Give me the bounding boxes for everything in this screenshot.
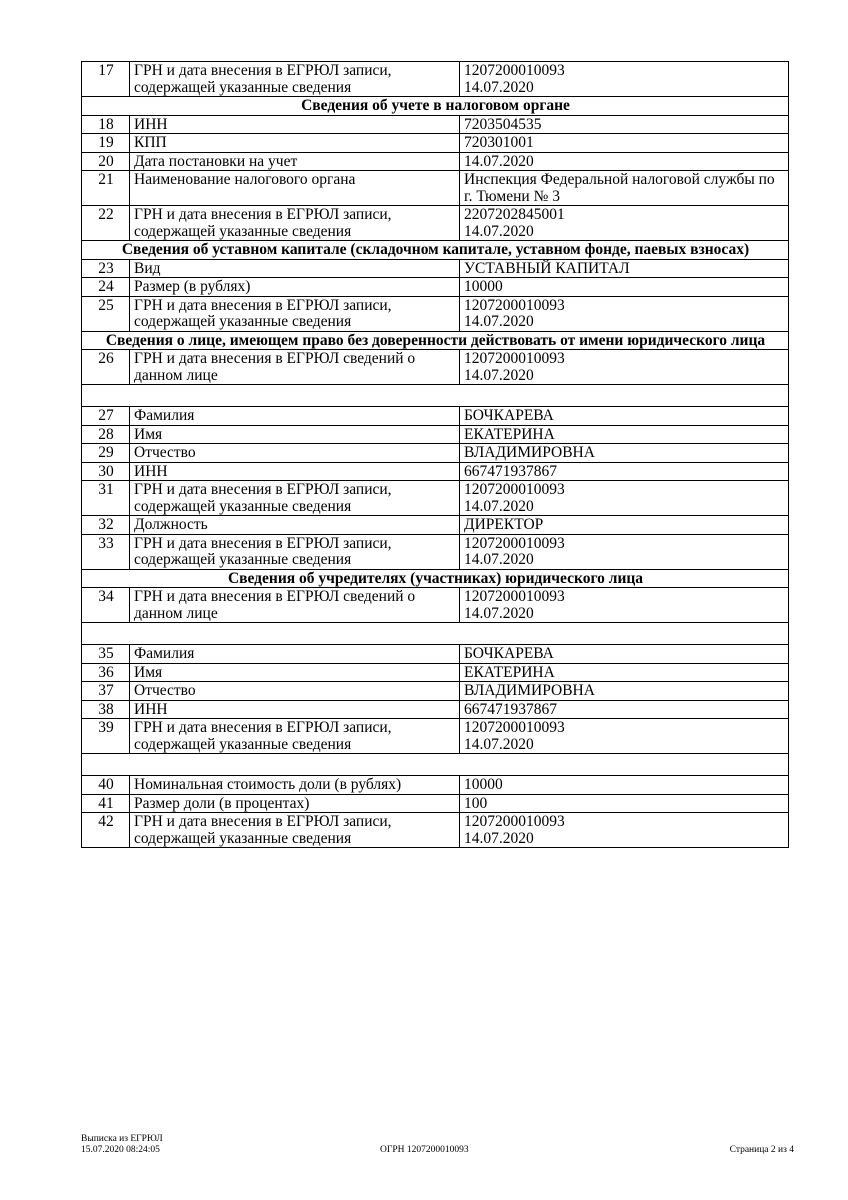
row-number: 39 xyxy=(82,719,130,754)
row-label: ИНН xyxy=(130,462,460,481)
row-value: 1207200010093 14.07.2020 xyxy=(460,534,789,569)
row-number: 34 xyxy=(82,588,130,623)
row-number: 33 xyxy=(82,534,130,569)
section-header xyxy=(82,569,789,588)
egrul-table xyxy=(81,61,789,848)
section-title: Сведения об учредителях (участниках) юридического лица xyxy=(82,569,789,588)
row-label: ИНН xyxy=(130,700,460,719)
row-label: Номинальная стоимость доли (в рублях) xyxy=(130,776,460,795)
row-value: УСТАВНЫЙ КАПИТАЛ xyxy=(460,259,789,278)
row-value: ЕКАТЕРИНА xyxy=(460,663,789,682)
row-label: ГРН и дата внесения в ЕГРЮЛ записи, содержащей указанные сведения xyxy=(130,719,460,754)
row-number: 32 xyxy=(82,516,130,535)
table-row xyxy=(82,115,789,134)
row-value: 1207200010093 14.07.2020 xyxy=(460,588,789,623)
row-value: 1207200010093 14.07.2020 xyxy=(460,719,789,754)
row-label: ГРН и дата внесения в ЕГРЮЛ сведений о данном лице xyxy=(130,350,460,385)
row-label: ГРН и дата внесения в ЕГРЮЛ записи, содержащей указанные сведения xyxy=(130,62,460,97)
row-value: 667471937867 xyxy=(460,700,789,719)
blank-cell xyxy=(82,754,789,776)
table-row xyxy=(82,259,789,278)
table-row xyxy=(82,350,789,385)
table-row xyxy=(82,776,789,795)
row-label: ГРН и дата внесения в ЕГРЮЛ записи, содержащей указанные сведения xyxy=(130,813,460,848)
row-value: 100 xyxy=(460,794,789,813)
row-value: БОЧКАРЕВА xyxy=(460,407,789,426)
row-value: ЕКАТЕРИНА xyxy=(460,425,789,444)
row-label: Должность xyxy=(130,516,460,535)
row-number: 31 xyxy=(82,481,130,516)
row-number: 38 xyxy=(82,700,130,719)
blank-cell xyxy=(82,623,789,645)
row-label: Отчество xyxy=(130,682,460,701)
row-number: 17 xyxy=(82,62,130,97)
table-row xyxy=(82,813,789,848)
row-number: 29 xyxy=(82,444,130,463)
table-row xyxy=(82,407,789,426)
row-number: 30 xyxy=(82,462,130,481)
row-label: Имя xyxy=(130,425,460,444)
table-row xyxy=(82,206,789,241)
table-row xyxy=(82,152,789,171)
row-value: Инспекция Федеральной налоговой службы по г. Тюмени № 3 xyxy=(460,171,789,206)
row-value: 1207200010093 14.07.2020 xyxy=(460,813,789,848)
row-label: Размер доли (в процентах) xyxy=(130,794,460,813)
row-label: Отчество xyxy=(130,444,460,463)
blank-cell xyxy=(82,385,789,407)
row-number: 20 xyxy=(82,152,130,171)
row-value: 7203504535 xyxy=(460,115,789,134)
section-title: Сведения об уставном капитале (складочном капитале, уставном фонде, паевых взносах) xyxy=(82,241,789,260)
table-row xyxy=(82,462,789,481)
row-number: 41 xyxy=(82,794,130,813)
row-value: 10000 xyxy=(460,776,789,795)
row-number: 36 xyxy=(82,663,130,682)
row-number: 24 xyxy=(82,278,130,297)
row-number: 22 xyxy=(82,206,130,241)
table-row xyxy=(82,296,789,331)
row-number: 37 xyxy=(82,682,130,701)
row-label: ГРН и дата внесения в ЕГРЮЛ записи, содержащей указанные сведения xyxy=(130,534,460,569)
table-row xyxy=(82,134,789,153)
row-value: 720301001 xyxy=(460,134,789,153)
row-label: ГРН и дата внесения в ЕГРЮЛ сведений о данном лице xyxy=(130,588,460,623)
row-number: 19 xyxy=(82,134,130,153)
row-value: 1207200010093 14.07.2020 xyxy=(460,481,789,516)
row-number: 28 xyxy=(82,425,130,444)
table-row xyxy=(82,171,789,206)
row-value: 1207200010093 14.07.2020 xyxy=(460,350,789,385)
section-header xyxy=(82,97,789,116)
row-value: 1207200010093 14.07.2020 xyxy=(460,62,789,97)
table-row xyxy=(82,481,789,516)
row-label: КПП xyxy=(130,134,460,153)
footer-left xyxy=(81,1134,163,1156)
table-row xyxy=(82,663,789,682)
section-title: Сведения о лице, имеющем право без доверенности действовать от имени юридического лица xyxy=(82,331,789,350)
row-label: ГРН и дата внесения в ЕГРЮЛ записи, содержащей указанные сведения xyxy=(130,206,460,241)
blank-row xyxy=(82,385,789,407)
row-number: 40 xyxy=(82,776,130,795)
table-row xyxy=(82,682,789,701)
blank-row xyxy=(82,754,789,776)
row-label: Фамилия xyxy=(130,407,460,426)
row-label: ГРН и дата внесения в ЕГРЮЛ записи, содержащей указанные сведения xyxy=(130,481,460,516)
row-number: 35 xyxy=(82,645,130,664)
row-number: 25 xyxy=(82,296,130,331)
row-value: 10000 xyxy=(460,278,789,297)
row-number: 18 xyxy=(82,115,130,134)
row-label: Дата постановки на учет xyxy=(130,152,460,171)
row-value: БОЧКАРЕВА xyxy=(460,645,789,664)
section-header xyxy=(82,241,789,260)
row-label: Фамилия xyxy=(130,645,460,664)
row-number: 42 xyxy=(82,813,130,848)
table-row xyxy=(82,588,789,623)
footer-page-number: Страница 2 из 4 xyxy=(729,1145,794,1155)
row-number: 23 xyxy=(82,259,130,278)
row-label: Вид xyxy=(130,259,460,278)
table-row xyxy=(82,444,789,463)
table-row xyxy=(82,794,789,813)
row-value: 2207202845001 14.07.2020 xyxy=(460,206,789,241)
section-header xyxy=(82,331,789,350)
row-label: ГРН и дата внесения в ЕГРЮЛ записи, содержащей указанные сведения xyxy=(130,296,460,331)
row-number: 27 xyxy=(82,407,130,426)
table-row xyxy=(82,534,789,569)
table-row xyxy=(82,645,789,664)
row-value: 667471937867 xyxy=(460,462,789,481)
footer-timestamp: 15.07.2020 08:24:05 xyxy=(81,1145,160,1155)
table-row xyxy=(82,700,789,719)
row-value: 1207200010093 14.07.2020 xyxy=(460,296,789,331)
row-number: 26 xyxy=(82,350,130,385)
table-row xyxy=(82,425,789,444)
table-row xyxy=(82,278,789,297)
section-title: Сведения об учете в налоговом органе xyxy=(82,97,789,116)
row-value: ДИРЕКТОР xyxy=(460,516,789,535)
footer-ogrn: ОГРН 1207200010093 xyxy=(380,1145,469,1155)
footer-doc-title: Выписка из ЕГРЮЛ xyxy=(81,1134,163,1144)
row-label: ИНН xyxy=(130,115,460,134)
row-value: ВЛАДИМИРОВНА xyxy=(460,444,789,463)
egrul-table-body xyxy=(82,62,789,848)
row-label: Размер (в рублях) xyxy=(130,278,460,297)
row-label: Наименование налогового органа xyxy=(130,171,460,206)
table-row xyxy=(82,62,789,97)
row-value: ВЛАДИМИРОВНА xyxy=(460,682,789,701)
table-row xyxy=(82,516,789,535)
row-number: 21 xyxy=(82,171,130,206)
row-value: 14.07.2020 xyxy=(460,152,789,171)
table-row xyxy=(82,719,789,754)
row-label: Имя xyxy=(130,663,460,682)
blank-row xyxy=(82,623,789,645)
